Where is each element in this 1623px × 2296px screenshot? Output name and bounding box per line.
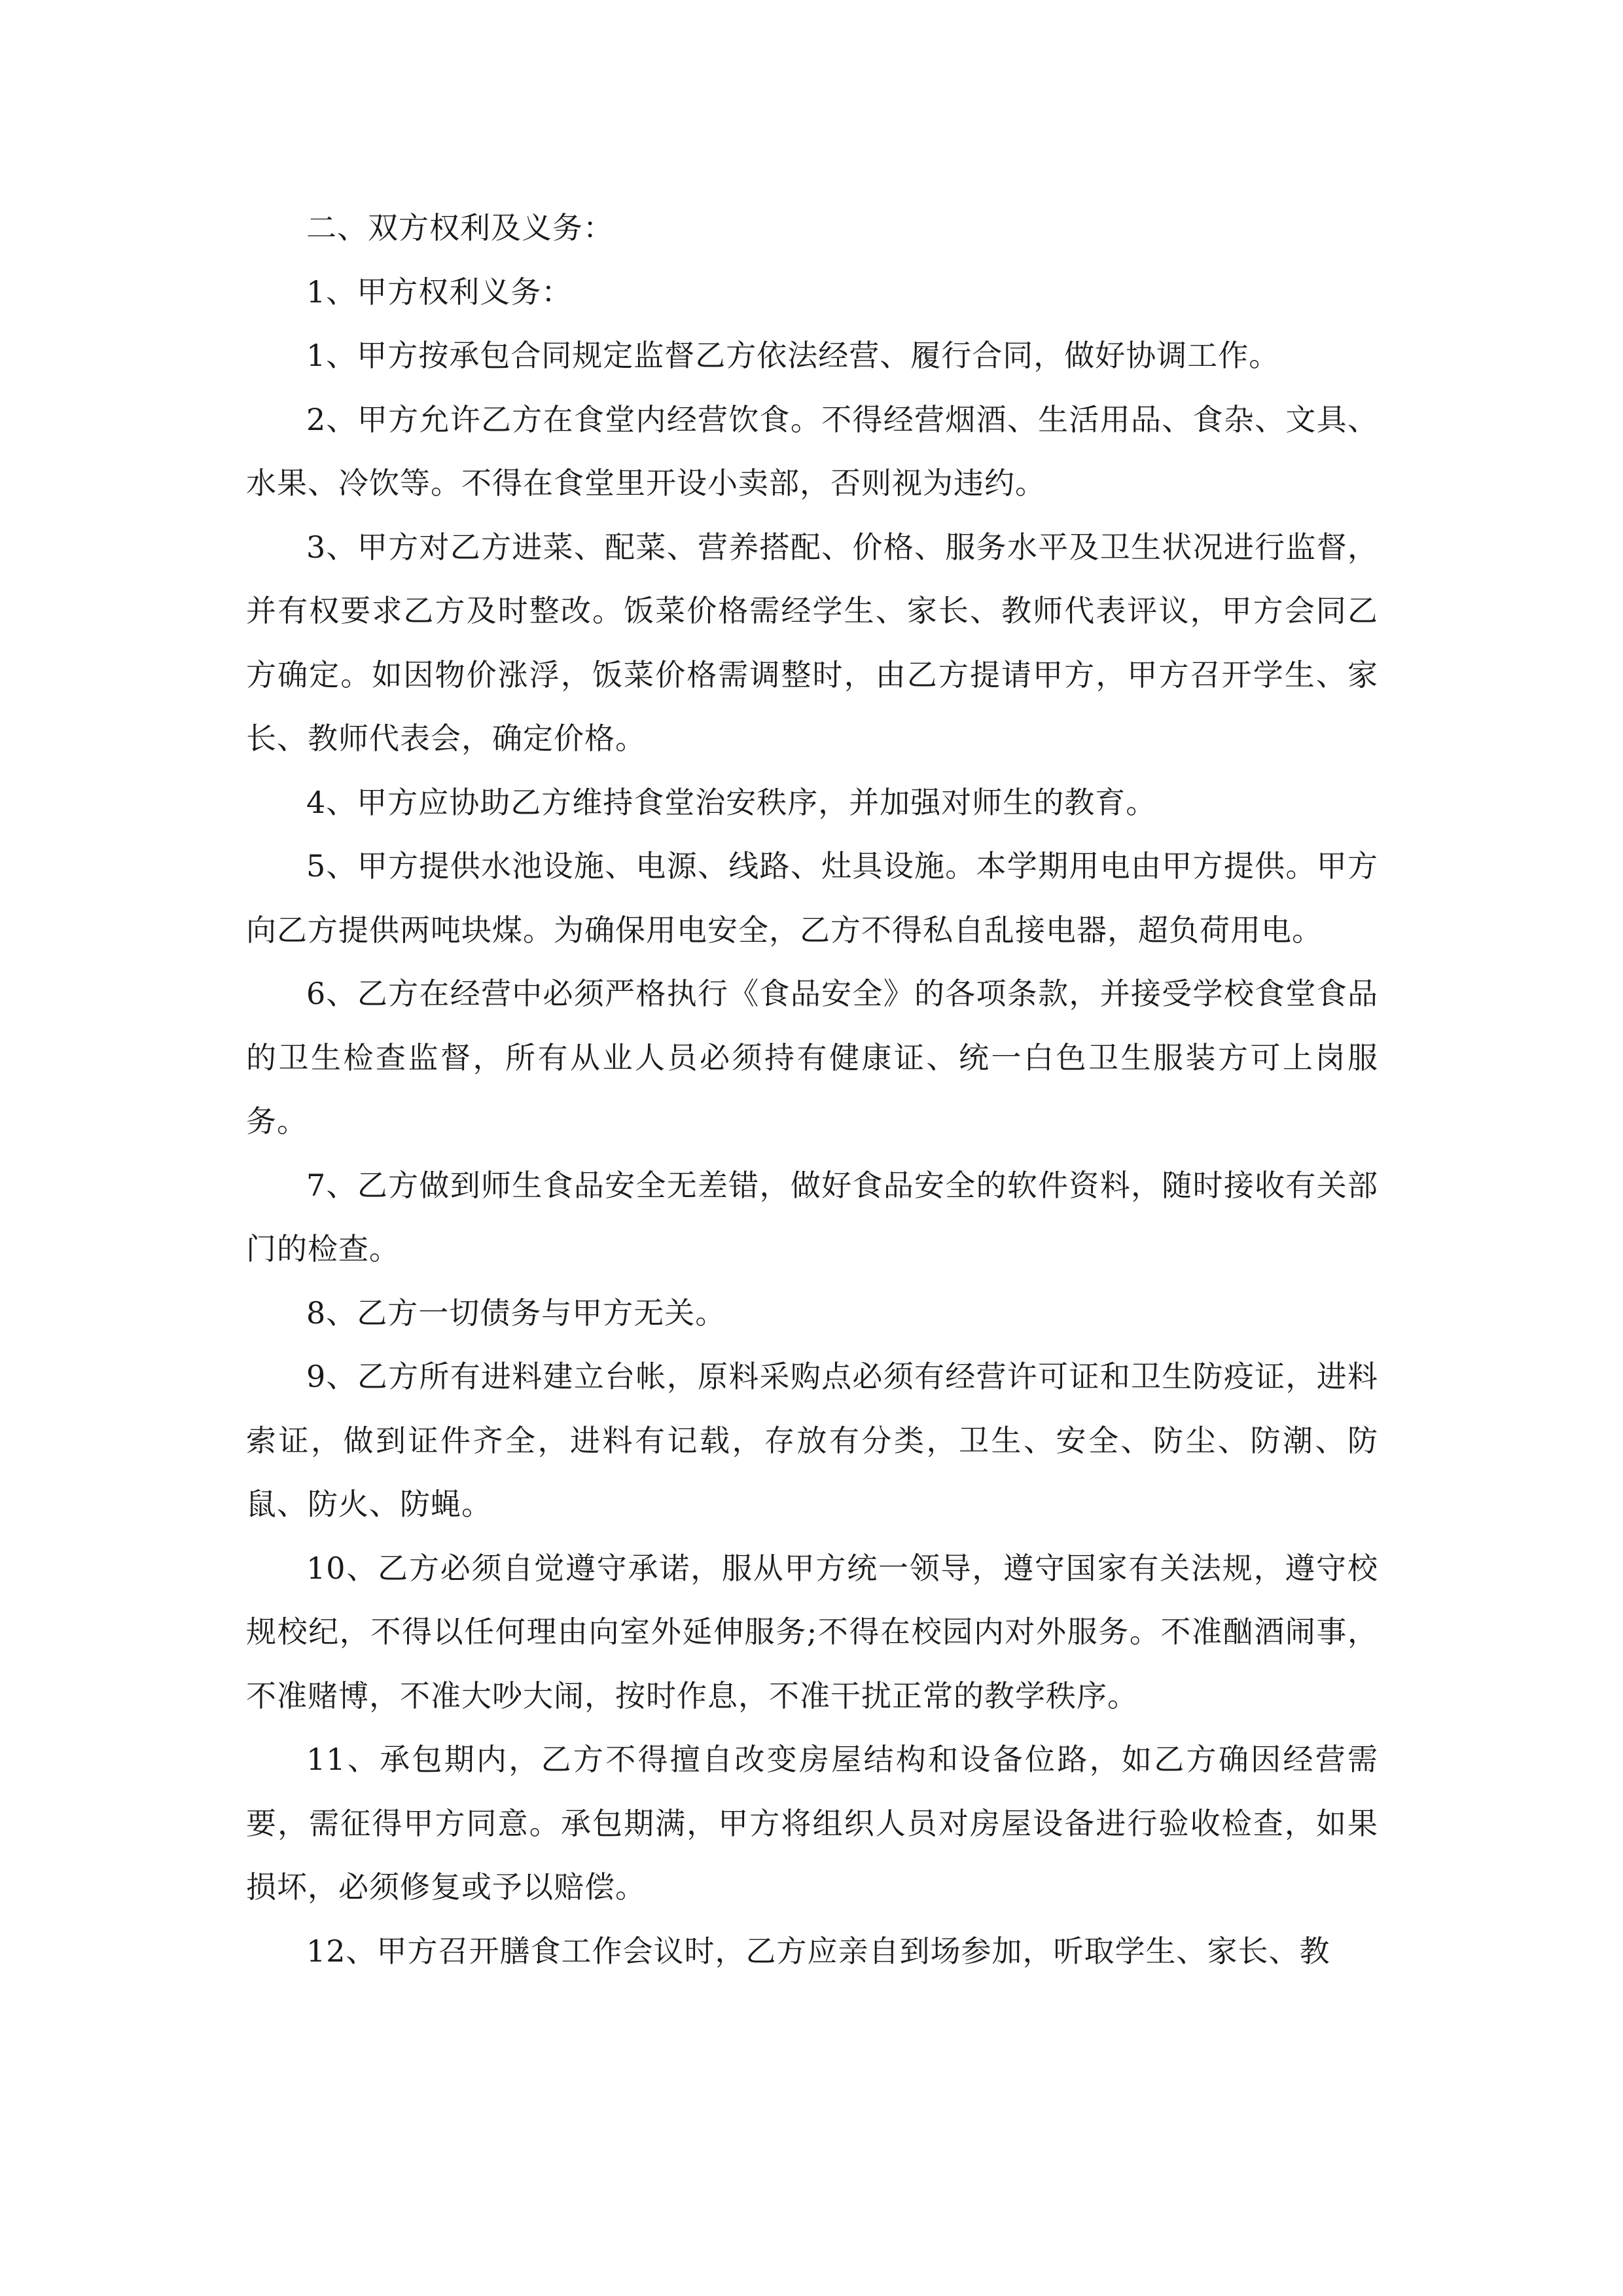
sub-heading: 1、甲方权利义务： <box>306 274 573 310</box>
clause-6: 6、乙方在经营中必须严格执行《食品安全》的各项条款，并接受学校食堂食品的卫生检查监督，所有从业人员必须持有健康证、统一白色卫生服装方可上岗服务。 <box>246 976 1378 1139</box>
clause-4: 4、甲方应协助乙方维持食堂治安秩序，并加强对师生的教育。 <box>306 784 1157 820</box>
clause-3: 3、甲方对乙方进菜、配菜、营养搭配、价格、服务水平及卫生状况进行监督，并有权要求乙方及时整改。饭菜价格需经学生、家长、教师代表评议，甲方会同乙方确定。如因物价涨浮，饭菜价格需调整时，由乙方提请甲方，甲方召开学生、家长、教师代表会，确定价格。 <box>246 529 1378 756</box>
clause-5: 5、甲方提供水池设施、电源、线路、灶具设施。本学期用电由甲方提供。甲方向乙方提供两吨块煤。为确保用电安全，乙方不得私自乱接电器，超负荷用电。 <box>246 848 1378 948</box>
document-page <box>246 196 1378 1983</box>
clause-12: 12、甲方召开膳食工作会议时，乙方应亲自到场参加，听取学生、家长、教 <box>306 1933 1330 1969</box>
clause-2: 2、甲方允许乙方在食堂内经营饮食。不得经营烟酒、生活用品、食杂、文具、水果、冷饮等。不得在食堂里开设小卖部，否则视为违约。 <box>246 401 1378 501</box>
section-heading: 二、双方权利及义务： <box>306 210 614 245</box>
clause-10: 10、乙方必须自觉遵守承诺，服从甲方统一领导，遵守国家有关法规，遵守校规校纪，不得以任何理由向室外延伸服务;不得在校园内对外服务。不准酗酒闹事，不准赌博，不准大吵大闹，按时作息，不准干扰正常的教学秩序。 <box>246 1550 1378 1713</box>
clause-1: 1、甲方按承包合同规定监督乙方依法经营、履行合同，做好协调工作。 <box>306 338 1280 373</box>
clause-7: 7、乙方做到师生食品安全无差错，做好食品安全的软件资料，随时接收有关部门的检查。 <box>246 1167 1378 1266</box>
clause-9: 9、乙方所有进料建立台帐，原料采购点必须有经营许可证和卫生防疫证，进料索证，做到证件齐全，进料有记载，存放有分类，卫生、安全、防尘、防潮、防鼠、防火、防蝇。 <box>246 1359 1378 1522</box>
clause-8: 8、乙方一切债务与甲方无关。 <box>306 1295 726 1331</box>
clause-11: 11、承包期内，乙方不得擅自改变房屋结构和设备位路，如乙方确因经营需要，需征得甲方同意。承包期满，甲方将组织人员对房屋设备进行验收检查，如果损坏，必须修复或予以赔偿。 <box>246 1742 1378 1905</box>
